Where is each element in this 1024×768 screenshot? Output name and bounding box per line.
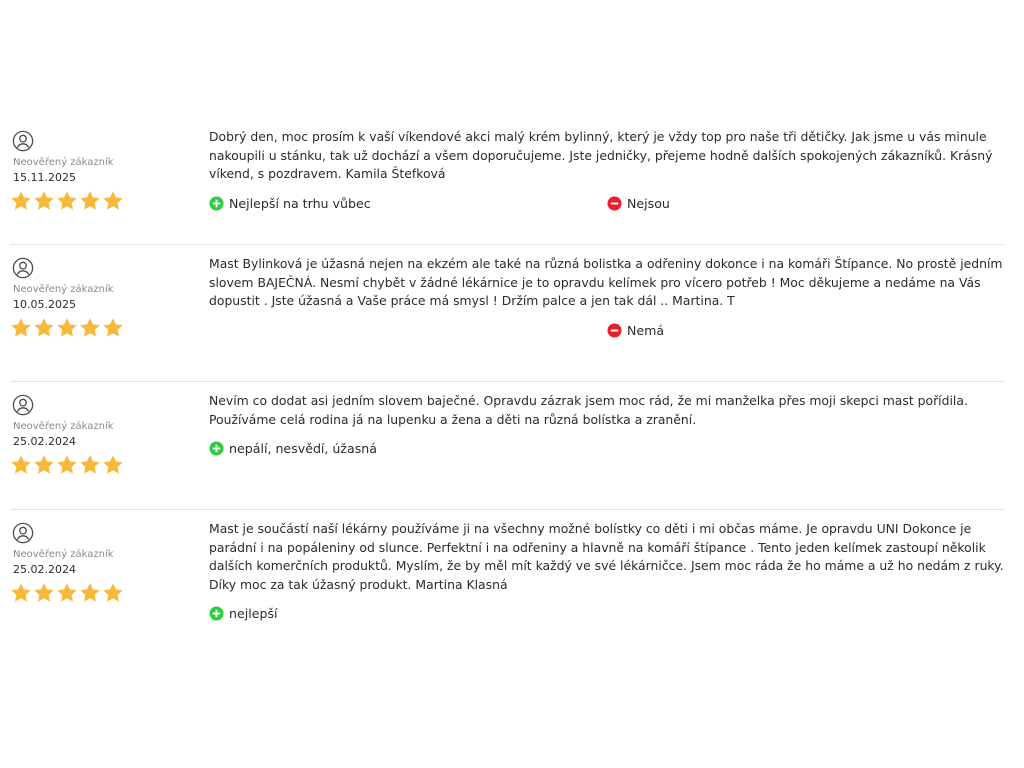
star-icon (56, 454, 78, 475)
star-icon (33, 582, 55, 603)
review-author: Neověřený zákazník (13, 421, 114, 432)
star-icon (79, 454, 101, 475)
review-content (209, 128, 1005, 216)
review-content (209, 255, 1005, 343)
star-icon (79, 190, 101, 211)
review-content (209, 520, 1005, 626)
rating-stars (10, 317, 200, 338)
rating-stars (10, 454, 200, 475)
review-content (209, 392, 1005, 461)
star-icon (10, 190, 32, 211)
review-con (607, 323, 664, 338)
pros-cons (209, 441, 1005, 461)
star-icon (56, 582, 78, 603)
review-con (607, 196, 670, 211)
star-icon (102, 317, 124, 338)
reviews-list (10, 118, 1005, 660)
star-icon (56, 317, 78, 338)
review-text: Mast Bylinková je úžasná nejen na ekzém ale také na různá bolistka a odřeniny dokonce i na komáři Štípance. No prostě jedním slovem BAJEČNÁ. Nesmí chybět v žádné lékárnice je to opravdu kelímek pro vícero potřeb ! Moc děkujeme a nedáme na Vás dopustit . Jste úžasná a Vaše práce má smysl ! Držím palce a jen tak dál .. Martina. T (209, 256, 1003, 308)
star-icon (56, 190, 78, 211)
rating-stars (10, 582, 200, 603)
review-pro (209, 441, 377, 456)
user-outline-icon (12, 522, 34, 544)
review-meta (10, 522, 200, 603)
review-item (10, 382, 1005, 510)
star-icon (79, 317, 101, 338)
review-date: 10.05.2025 (13, 298, 76, 311)
review-author: Neověřený zákazník (13, 157, 114, 168)
pros-cons (209, 606, 1005, 626)
star-icon (10, 582, 32, 603)
review-pro-text: nejlepší (229, 606, 278, 621)
star-icon (10, 317, 32, 338)
review-date: 25.02.2024 (13, 563, 76, 576)
review-item (10, 245, 1005, 382)
review-item (10, 118, 1005, 245)
star-icon (10, 454, 32, 475)
pros-cons (209, 196, 1005, 216)
review-date: 15.11.2025 (13, 171, 76, 184)
plus-circle-icon (209, 196, 224, 211)
review-con-text: Nejsou (627, 195, 670, 211)
review-text: Mast je součástí naší lékárny používáme ji na všechny možné bolístky co děti i mi občas máme. Je opravdu UNI Dokonce je parádní i na popáleniny od slunce. Perfektní i na odřeniny a hlavně na komáří štípance . Tento jeden kelímek zastoupí několik dalších komerčních produktů. Myslím, že by měl mít každý ve své lékárničce. Jsem moc ráda že ho máme a už ho nedám z ruky. Díky moc za tak úžasný produkt. Martina Klasná (209, 521, 1004, 592)
star-icon (102, 190, 124, 211)
rating-stars (10, 190, 200, 211)
star-icon (33, 317, 55, 338)
review-meta (10, 394, 200, 475)
user-outline-icon (12, 257, 34, 279)
review-pro-text: Nejlepší na trhu vůbec (229, 195, 371, 211)
review-pro (209, 196, 371, 211)
pros-cons (209, 323, 1005, 343)
star-icon (102, 582, 124, 603)
review-pro-text: nepálí, nesvědí, úžasná (229, 441, 378, 456)
user-outline-icon (12, 130, 34, 152)
star-icon (33, 190, 55, 211)
star-icon (79, 582, 101, 603)
review-date: 25.02.2024 (13, 435, 76, 448)
review-author: Neověřený zákazník (13, 549, 114, 560)
minus-circle-icon (607, 323, 622, 338)
review-text: Nevím co dodat asi jedním slovem baječné. Opravdu zázrak jsem moc rád, že mi manželka přes moji skepci mast pořídila. Používáme celá rodina já na lupenku a žena a děti na různá bolístka a zranění. (209, 393, 968, 427)
minus-circle-icon (607, 196, 622, 211)
star-icon (102, 454, 124, 475)
review-meta (10, 130, 200, 211)
review-con-text: Nemá (627, 322, 665, 338)
review-pro (209, 606, 278, 621)
plus-circle-icon (209, 441, 224, 456)
star-icon (33, 454, 55, 475)
review-text: Dobrý den, moc prosím k vaší víkendové akci malý krém bylinný, který je vždy top pro naše tři dětičky. Jak jsme u vás minule nakoupili u stánku, tak už dochází a všem doporučujeme. Jste jedničky, přejeme hodně dalších spokojených zákazníků. Krásný víkend, s pozdravem. Kamila Štefková (209, 129, 993, 181)
review-author: Neověřený zákazník (13, 284, 114, 295)
user-outline-icon (12, 394, 34, 416)
review-item (10, 510, 1005, 660)
review-meta (10, 257, 200, 338)
plus-circle-icon (209, 606, 224, 621)
